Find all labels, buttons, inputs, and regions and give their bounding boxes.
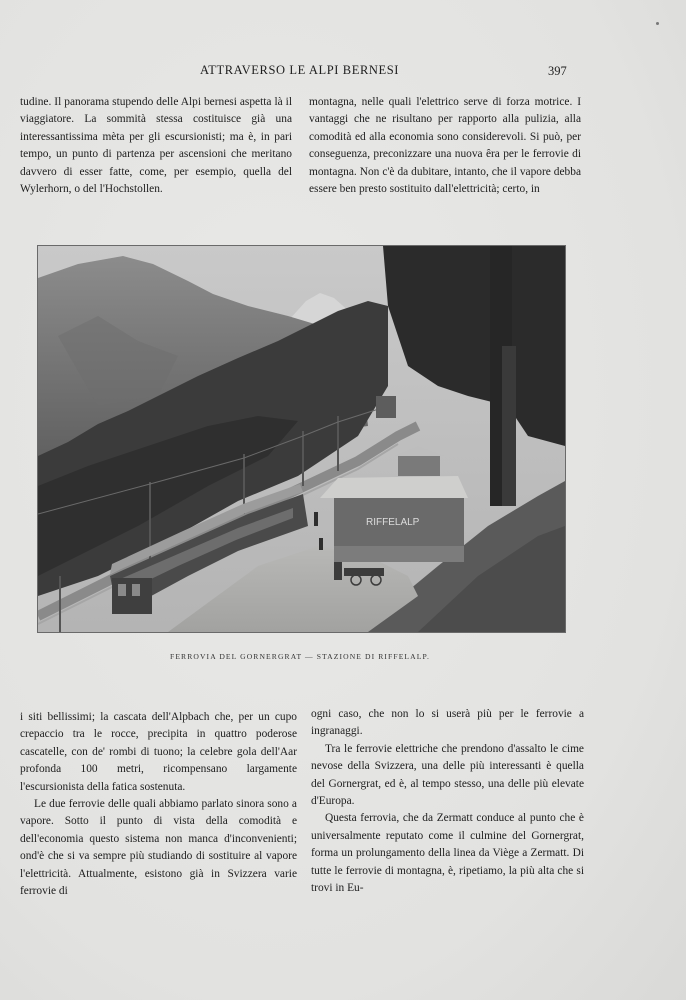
text-column-bottom-left [20, 709, 297, 900]
paragraph: Questa ferrovia, che da Zermatt conduce al punto che è universalmente reputato come il culmine del Gornergrat, forma un prolungamento della linea da Viège a Zermatt. Di tutte le ferrovie di montagna, è, ripetiamo, la più alta che si trovi in Eu- [311, 812, 584, 895]
station-sign: RIFFELALP [366, 517, 420, 528]
photo-figure [37, 245, 566, 633]
text-column-top-left [20, 94, 292, 198]
text-column-top-right [309, 94, 581, 198]
station-photo [38, 246, 565, 632]
paragraph: i siti bellissimi; la cascata dell'Alpbach che, per un cupo crepaccio tra le rocce, precipita in quattro poderose cascatelle, con de' rombi di tuono; la celebre gola dell'Aar profonda 100 metri, ricompensano largamente l'escursionista della fatica sostenuta. [20, 711, 297, 793]
station-building [320, 476, 468, 562]
page-number: 397 [548, 64, 567, 78]
paragraph: Tra le ferrovie elettriche che prendono d'assalto le cime nevose della Svizzera, una delle più interessanti è quella del Gornergrat, ed è, al tempo stesso, una delle più elevate d'Europa. [311, 742, 584, 808]
paragraph: ogni caso, che non lo si userà più per le ferrovie a ingranaggi. [311, 708, 584, 738]
paragraph: tudine. Il panorama stupendo delle Alpi bernesi aspetta là il viaggiatore. La sommità stessa costituisce già una interessantissima mèta per gli escursionisti; ma è, in pari tempo, un punto di partenza per ascensioni che meritano davvero di esser fatte, come, per esempio, quella del Wylerhorn, o del l'Hochstollen. [20, 96, 292, 196]
paragraph: montagna, nelle quali l'elettrico serve di forza motrice. I vantaggi che ne risultano per rapporto alla pulizia, alla comodità ed alla economia sono considerevoli. Si può, per conseguenza, preconizzare una nuova êra per le ferrovie di montagna. Non c'è da dubitare, intanto, che il vapore debba essere ben presto sostituito dall'elettricità; certo, in [309, 96, 581, 196]
paragraph: Le due ferrovie delle quali abbiamo parlato sinora sono a vapore. Sotto il punto di vista della comodità e dell'economia questo sistema non manca d'inconvenienti; ond'è che si va sempre più studiando di sostituire al vapore l'elettricità. Attualmente, esistono già in Svizzera varie ferrovie di [20, 798, 297, 898]
text-column-bottom-right [311, 706, 584, 897]
paper-speck [656, 22, 659, 25]
figure-caption: FERROVIA DEL GORNERGRAT — STAZIONE DI RIFFELALP. [170, 652, 430, 661]
upper-building [398, 456, 440, 476]
running-head: ATTRAVERSO LE ALPI BERNESI [200, 63, 400, 77]
figure-person [314, 512, 318, 526]
